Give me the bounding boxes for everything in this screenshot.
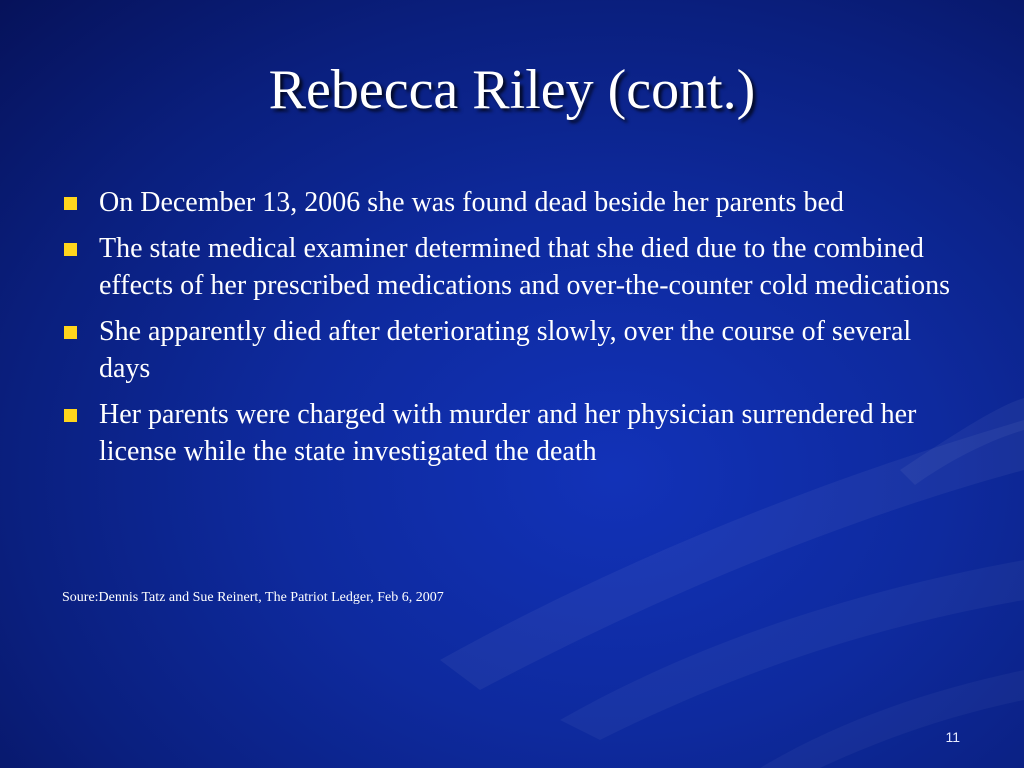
bullet-item bbox=[62, 184, 962, 221]
square-bullet-icon bbox=[64, 326, 77, 339]
bullet-text: She apparently died after deteriorating slowly, over the course of several days bbox=[99, 316, 912, 384]
bullet-text: Her parents were charged with murder and her physician surrendered her license while the state investigated the death bbox=[99, 399, 917, 467]
bullet-text: On December 13, 2006 she was found dead beside her parents bed bbox=[99, 187, 844, 218]
bullet-list bbox=[62, 184, 962, 479]
square-bullet-icon bbox=[64, 243, 77, 256]
bullet-item bbox=[62, 230, 962, 304]
page-number: 11 bbox=[945, 729, 960, 745]
slide-title: Rebecca Riley (cont.) bbox=[268, 59, 756, 121]
square-bullet-icon bbox=[64, 409, 77, 422]
source-citation: Soure:Dennis Tatz and Sue Reinert, The Patriot Ledger, Feb 6, 2007 bbox=[62, 590, 444, 605]
bullet-text: The state medical examiner determined that she died due to the combined effects of her prescribed medications and over-the-counter cold medications bbox=[99, 233, 951, 301]
bullet-item bbox=[62, 313, 962, 387]
bullet-item bbox=[62, 396, 962, 470]
square-bullet-icon bbox=[64, 197, 77, 210]
